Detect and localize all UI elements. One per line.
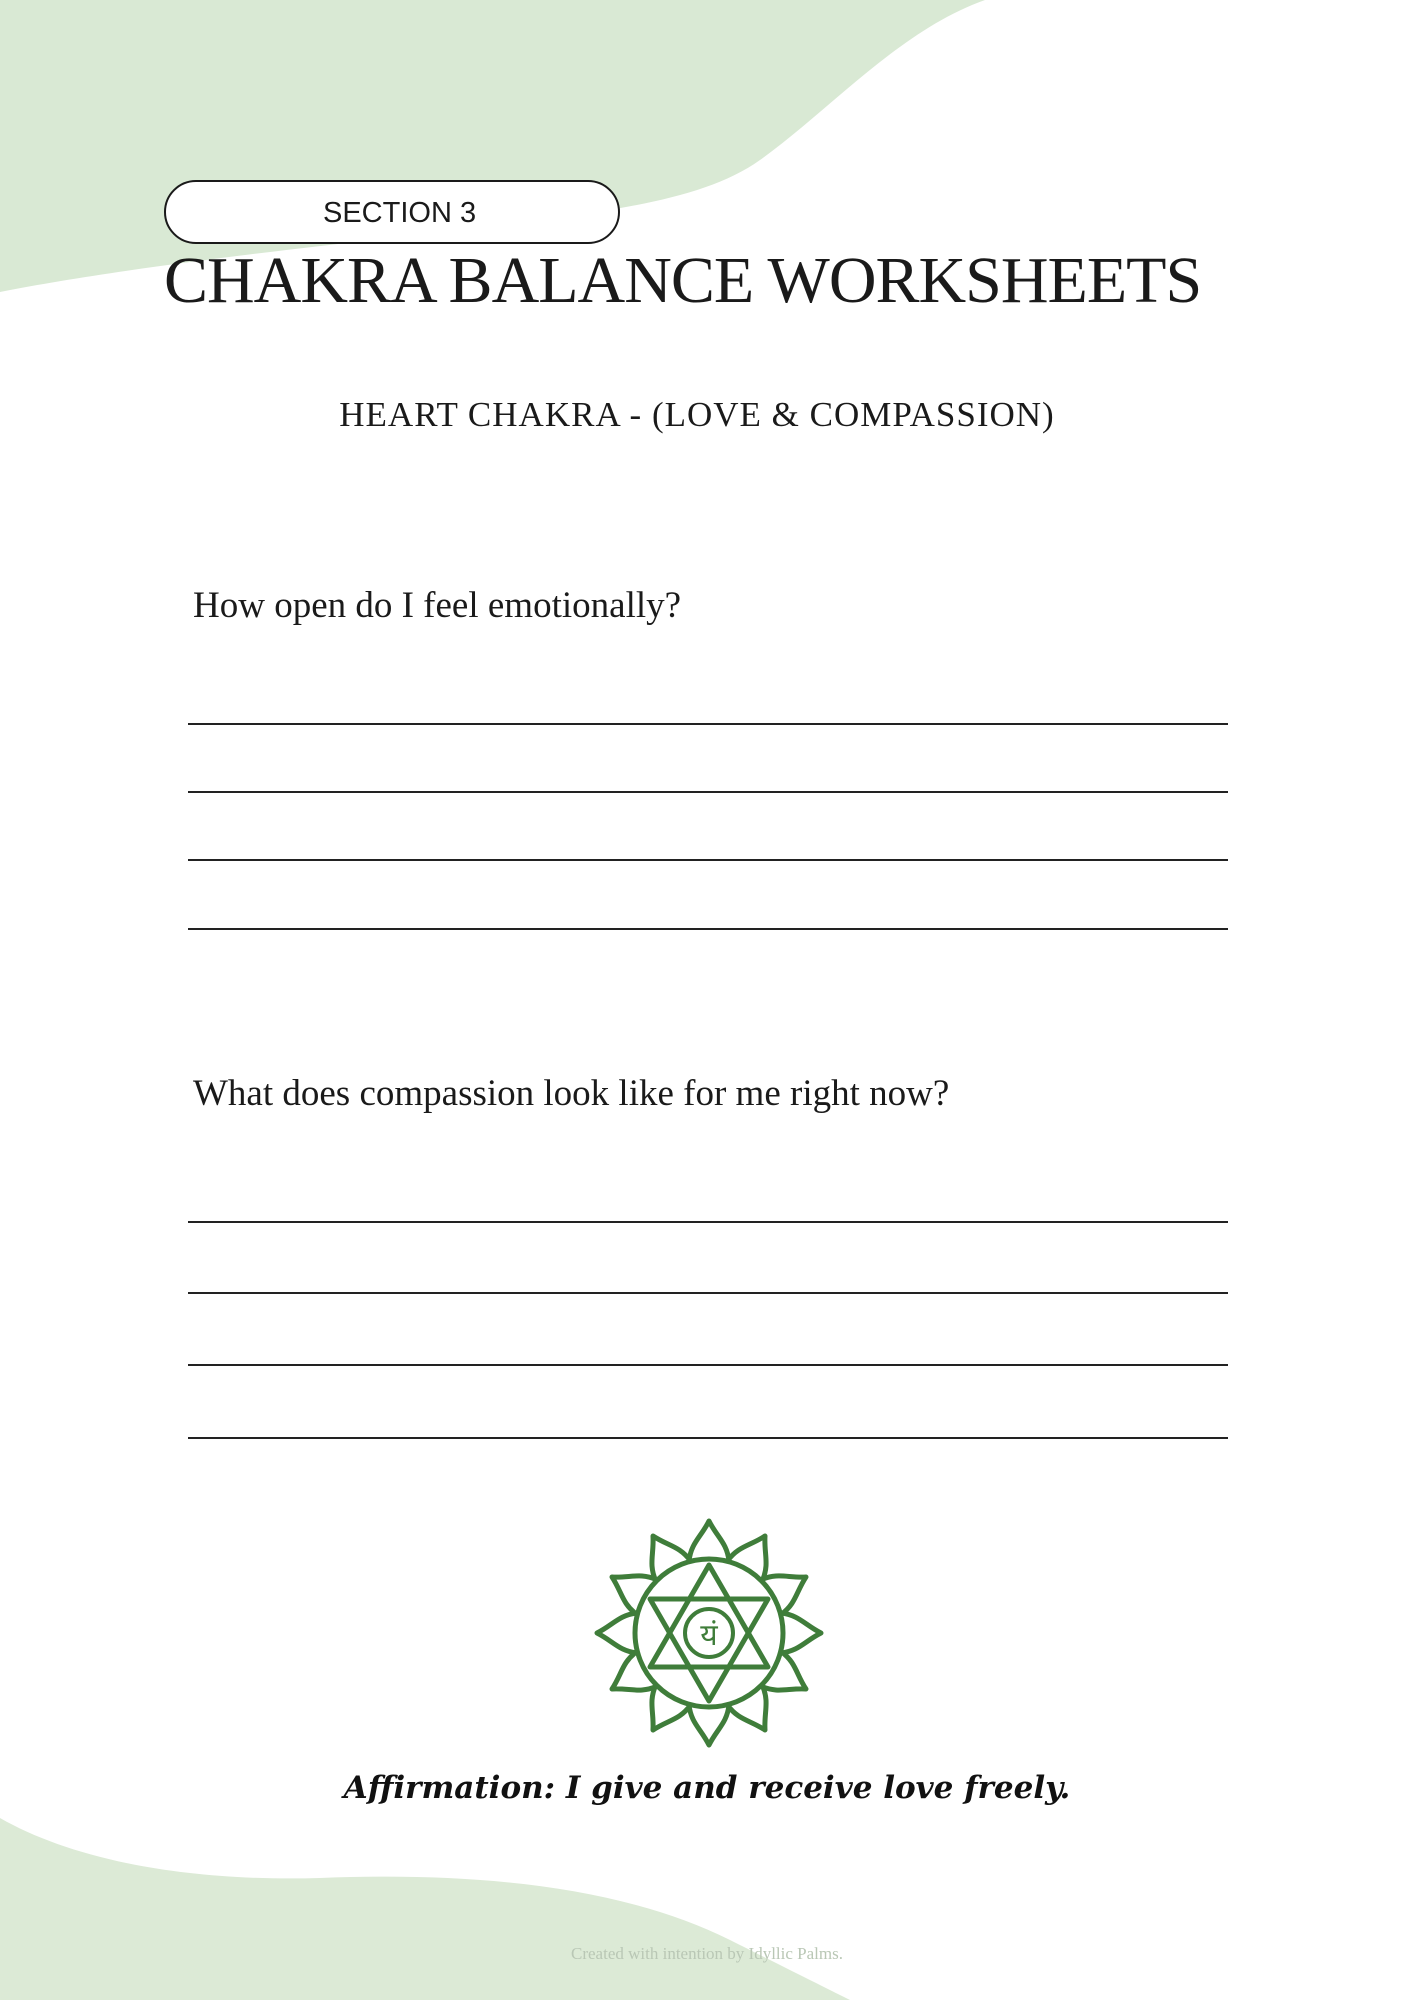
page-title: CHAKRA BALANCE WORKSHEETS <box>164 244 1202 317</box>
answer-line[interactable] <box>188 723 1228 725</box>
heart-chakra-icon <box>594 1518 824 1748</box>
chakra-glyph: यं <box>700 1618 718 1653</box>
answer-line[interactable] <box>188 859 1228 861</box>
answer-line[interactable] <box>188 1292 1228 1294</box>
answer-line[interactable] <box>188 791 1228 793</box>
question-2: What does compassion look like for me right now? <box>193 1073 950 1114</box>
question-1: How open do I feel emotionally? <box>193 585 682 626</box>
bottom-green-wave <box>0 1818 850 2000</box>
affirmation-text: Affirmation: I give and receive love freely. <box>343 1770 1071 1806</box>
footer-credit: Created with intention by Idyllic Palms. <box>571 1944 843 1963</box>
answer-line[interactable] <box>188 1364 1228 1366</box>
answer-line[interactable] <box>188 1221 1228 1223</box>
section-label: SECTION 3 <box>323 197 477 229</box>
chakra-subtitle: HEART CHAKRA - (LOVE & COMPASSION) <box>339 395 1055 434</box>
answer-line[interactable] <box>188 1437 1228 1439</box>
section-badge <box>164 180 620 244</box>
answer-line[interactable] <box>188 928 1228 930</box>
